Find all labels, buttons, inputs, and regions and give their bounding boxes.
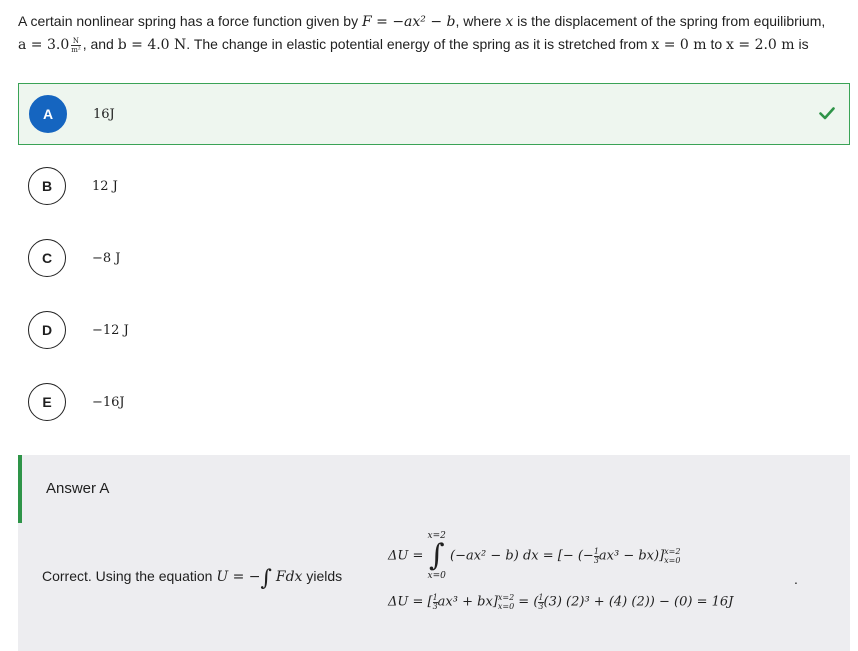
equation-1 (388, 531, 680, 581)
explanation-text (42, 566, 342, 591)
option-letter-badge: E (28, 383, 66, 421)
option-letter-badge: C (28, 239, 66, 277)
integral-sign: ∫ (428, 538, 445, 573)
eq2-mid: ax³ + bx] (437, 594, 498, 610)
option-text: 16J (93, 106, 115, 122)
option-text: −16J (92, 394, 125, 410)
option-e[interactable] (18, 371, 850, 433)
fraction-numerator: 1 (432, 592, 438, 602)
option-text: −12 J (92, 322, 129, 338)
x-to: x = 2.0 m (726, 37, 795, 53)
check-icon (819, 106, 835, 120)
eq2-rest: (3) (2)³ + (4) (2)) − (0) = 16J (543, 594, 734, 610)
upper-eval-limit: x=2 (497, 593, 515, 602)
explanation-integrand: Fdx (275, 569, 303, 585)
option-c[interactable] (18, 227, 850, 289)
fraction-denominator: 3 (432, 601, 438, 611)
x-from: x = 0 m (651, 37, 707, 53)
question-part: , where (455, 13, 506, 29)
unit-fraction (71, 37, 80, 54)
question-part: . The change in elastic potential energy of the spring as it is stretched from (186, 36, 652, 52)
question-text (18, 10, 848, 56)
unit-numerator: N (72, 36, 80, 45)
force-equation: F = −ax² − b (361, 14, 456, 30)
question-part: is (794, 36, 809, 52)
eq2-lhs: ΔU = [ (388, 594, 433, 610)
explanation-prefix: Correct. Using the equation (42, 568, 217, 584)
evaluation-limits (498, 593, 514, 611)
question-part: A certain nonlinear spring has a force function given by (18, 13, 362, 29)
fraction-denominator: 3 (593, 555, 599, 565)
answer-accent-bar (18, 455, 22, 523)
evaluation-limits (664, 547, 680, 565)
integral-upper-limit: x=2 (427, 531, 446, 541)
option-text: 12 J (92, 178, 118, 194)
fraction-numerator: 1 (593, 546, 599, 556)
lower-eval-limit: x=0 (497, 602, 515, 611)
option-b[interactable] (18, 155, 850, 217)
eq1-integrand: (−ax² − b) dx = [− (− (450, 548, 594, 564)
eq1-lhs: ΔU = (388, 548, 424, 564)
answer-explanation-panel (18, 455, 850, 651)
integral-sign: ∫ (260, 566, 272, 591)
fraction-numerator: 1 (538, 592, 544, 602)
eq1-rest: ax³ − bx)] (598, 548, 665, 564)
question-part: to (706, 36, 727, 52)
answer-title: Answer A (46, 480, 110, 497)
option-letter-badge: D (28, 311, 66, 349)
eq2-equals: = ( (514, 594, 539, 610)
option-text: −8 J (92, 250, 121, 266)
unit-denominator: m² (71, 45, 81, 54)
explanation-equation: U = − (216, 569, 261, 585)
equation-2 (388, 593, 733, 611)
lower-eval-limit: x=0 (664, 556, 681, 565)
option-d[interactable] (18, 299, 850, 361)
b-equation: b = 4.0 N (117, 37, 187, 53)
integral-lower-limit: x=0 (427, 571, 446, 581)
explanation-suffix: yields (302, 568, 343, 584)
fraction-denominator: 3 (538, 601, 544, 611)
x-variable: x (505, 14, 514, 30)
option-letter-badge: B (28, 167, 66, 205)
period: . (794, 571, 798, 587)
question-part: , and (82, 36, 118, 52)
option-a[interactable] (18, 83, 850, 145)
upper-eval-limit: x=2 (664, 547, 681, 556)
question-part: is the displacement of the spring from equilibrium, (513, 13, 826, 29)
option-letter-badge: A (29, 95, 67, 133)
a-equation: a = 3.0 (18, 37, 70, 53)
integral-limits (428, 531, 446, 581)
